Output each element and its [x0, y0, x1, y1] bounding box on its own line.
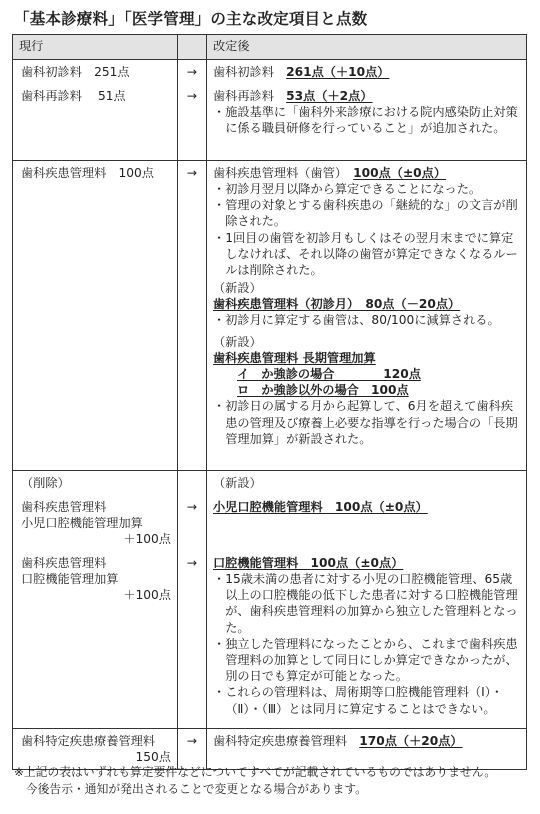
arrow-icon: →: [186, 556, 198, 570]
table-row: [13, 161, 527, 471]
new-item: 歯科疾患管理料（初診月） 80点（－20点）: [213, 297, 461, 312]
header-revised: 改定後: [207, 35, 527, 60]
row-revised: [207, 471, 527, 729]
bullet-note: ・ 初診月に算定する歯管は、80/100に減算される。: [213, 313, 500, 328]
current-points: 150点: [135, 750, 171, 764]
revised-item-name: 歯科疾患管理料（歯管）: [213, 166, 354, 180]
current-item: 歯科特定疾患療養管理料: [21, 734, 156, 748]
row-arrow: [178, 60, 207, 161]
current-item: 歯科疾患管理料: [21, 556, 107, 570]
arrow-icon: →: [186, 65, 198, 79]
current-item: 小児口腔機能管理加算: [21, 516, 143, 530]
revised-points: 100点（±0点）: [353, 166, 447, 180]
current-item: 歯科初診料 251点: [21, 65, 130, 79]
new-label: （新設）: [213, 476, 262, 490]
bullet-note: ・ 管理の対象とする歯科疾患の「継続的な」の文言が削除された。: [213, 198, 518, 229]
row-revised: [207, 60, 527, 161]
row-current: [13, 471, 178, 729]
row-arrow: [178, 161, 207, 471]
footnote-line: ※上記の表はいずれも算定要件などについてすべてが記載されているものではありません。: [14, 765, 496, 779]
bullet-note: ・ 独立した管理料になったことから、これまで歯科疾患管理料の加算として同日にしか算定できなかったが、別の日でも算定が可能となった。: [213, 636, 518, 684]
bullet-note: ・ 初診日の属する月から起算して、6月を超えて歯科疾患の管理及び療養上必要な指導を行った場合の「長期管理加算」が新設された。: [213, 399, 518, 446]
current-points: ＋100点: [123, 588, 171, 602]
arrow-icon: →: [186, 89, 198, 103]
row-current: [13, 161, 178, 471]
new-label: （新設）: [213, 335, 262, 350]
bullet-note: ・ これらの管理料は、周術期等口腔機能管理料（Ⅰ）・（Ⅱ）・（Ⅲ）とは同月に算定することはできない。: [213, 685, 503, 716]
revised-item-name: 歯科初診料: [213, 65, 287, 79]
current-item: 口腔機能管理加算: [21, 572, 119, 586]
bullet-note: ・ 15歳未満の患者に対する小児の口腔機能管理、65歳以上の口腔機能の低下した患者に対する口腔機能管理が、歯科疾患管理料の加算から独立した管理料となった。: [213, 572, 518, 635]
footnote: [14, 764, 534, 798]
new-subitem: ロ か強診以外の場合 100点: [237, 383, 409, 398]
table-row: [13, 471, 527, 729]
revised-points: 53点（＋2点）: [286, 89, 373, 103]
table-header-row: [13, 35, 527, 60]
bullet-note: ・ 1回目の歯管を初診月もしくはその翌月末までに算定しなければ、それ以降の歯管が算定できなくなるルールは削除された。: [213, 230, 518, 278]
row-arrow: [178, 471, 207, 729]
new-subitem: イ か強診の場合 120点: [237, 367, 421, 382]
bullet-note: ・ 施設基準に「歯科外来診療における院内感染防止対策に係る職員研修を行っていること」が追加された。: [213, 105, 518, 136]
new-item: 口腔機能管理料 100点（±0点）: [213, 556, 404, 570]
new-item: 小児口腔機能管理料 100点（±0点）: [213, 500, 428, 514]
header-current: 現行: [13, 35, 178, 60]
header-arrow: [178, 35, 207, 60]
revised-points: 170点（＋20点）: [359, 734, 463, 748]
row-revised: [207, 161, 527, 471]
arrow-icon: →: [186, 500, 198, 514]
revised-item-name: 歯科特定疾患療養管理料: [213, 734, 360, 748]
revision-table: [12, 34, 527, 770]
arrow-icon: →: [186, 166, 198, 180]
page-title: 「基本診療料」「医学管理」の主な改定項目と点数: [14, 10, 368, 28]
row-current: [13, 60, 178, 161]
deleted-label: （削除）: [21, 476, 70, 490]
table-row: [13, 60, 527, 161]
footnote-line: 今後告示・通知が発出されることで変更となる場合があります。: [14, 782, 367, 796]
current-item: 歯科再診料 51点: [21, 89, 126, 103]
revised-points: 261点（＋10点）: [286, 65, 390, 79]
new-item: 歯科疾患管理料 長期管理加算: [213, 351, 376, 366]
revised-item-name: 歯科再診料: [213, 89, 287, 103]
bullet-note: ・ 初診月翌月以降から算定できることになった。: [213, 182, 482, 196]
current-item: 歯科疾患管理料: [21, 500, 107, 514]
arrow-icon: →: [186, 734, 198, 748]
new-label: （新設）: [213, 281, 262, 296]
current-item: 歯科疾患管理料 100点: [21, 166, 154, 180]
current-points: ＋100点: [123, 532, 171, 546]
